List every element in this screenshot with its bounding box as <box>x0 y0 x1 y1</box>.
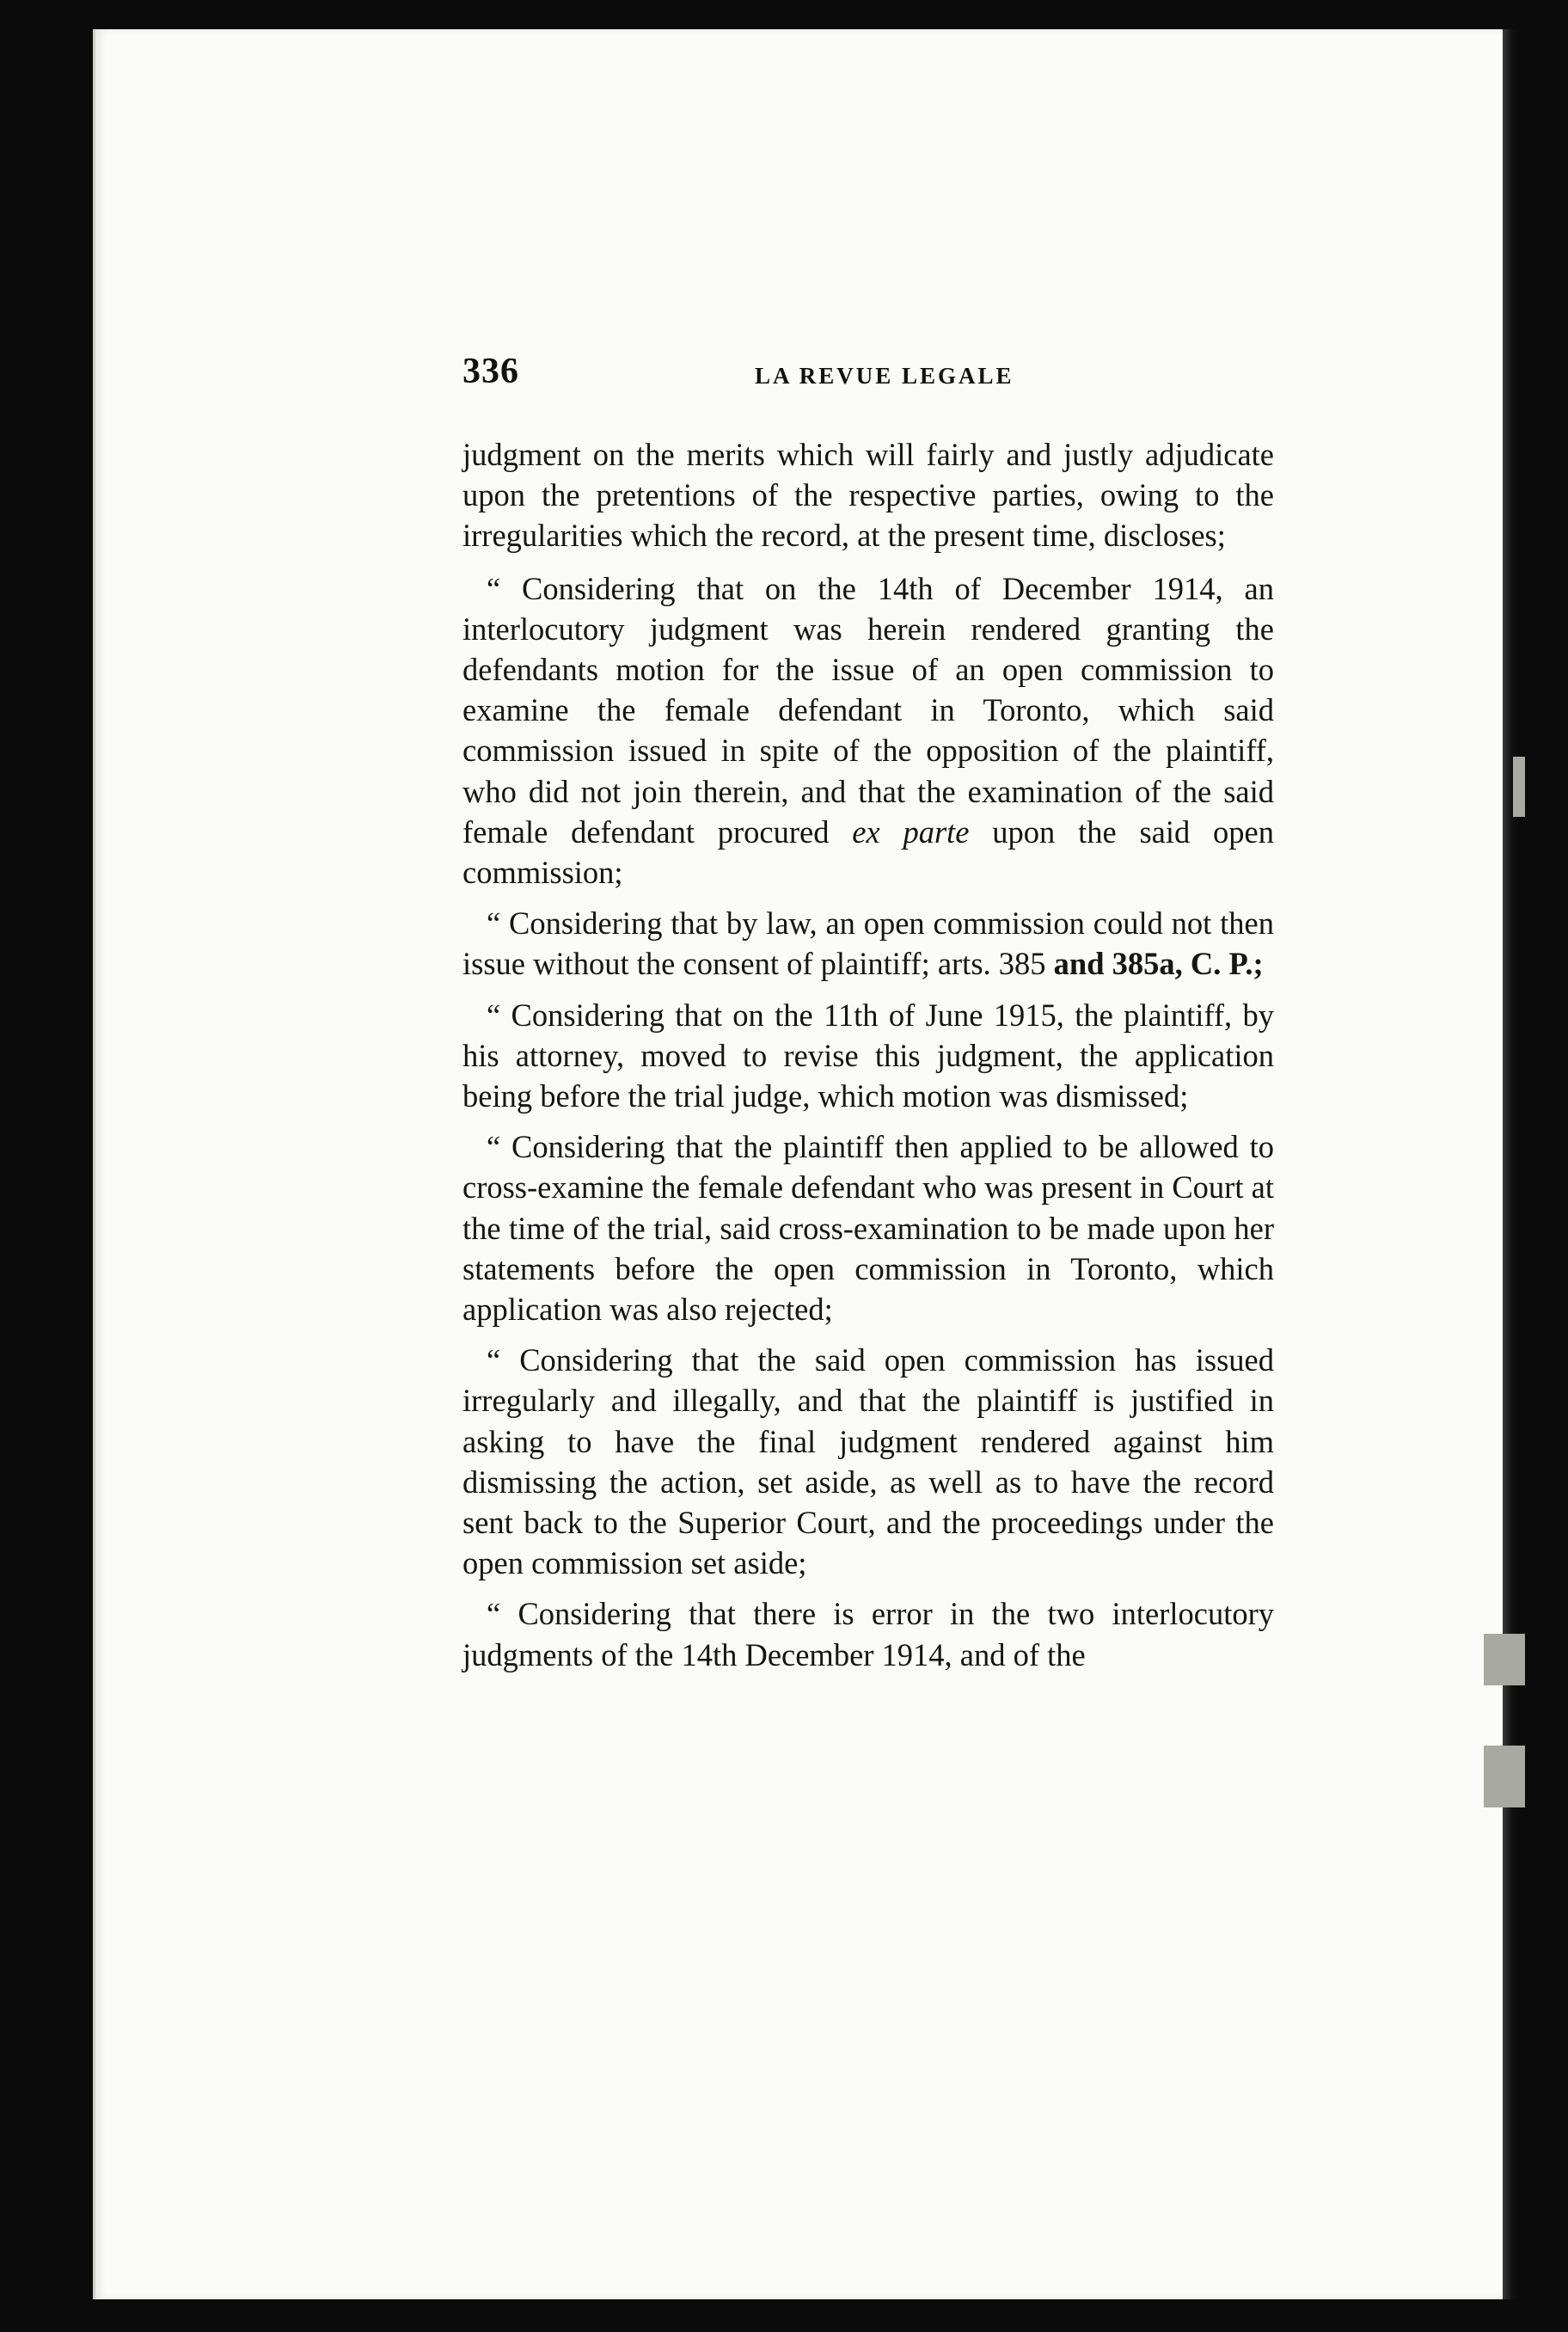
page-tab-mark <box>1513 757 1525 817</box>
paragraph <box>462 568 1274 893</box>
paragraph: “ Considering that the said open commission has issued irregularly and illegally, and that the plaintiff is justified in asking to have the final judgment rendered against him dismissing the action, set aside, as well as to have the record sent back to the Superior Court, and the proceedings under the open commission set aside; <box>462 1342 1274 1581</box>
paragraph <box>462 903 1274 984</box>
running-head: LA REVUE LEGALE <box>755 363 1014 389</box>
paragraph-text: “ Considering that on the 14th of December 1914, an interlocutory judgment was herein rendered granting the defendants motion for the issue of an open commission to examine the female defendant in Toronto, which said commission issued in spite of the opposition of the plaintiff, who did not join therein, and that the examination of the said female defendant procured <box>462 570 1274 850</box>
paragraph-text: “ Considering that by law, an open commission could not then issue without the consent of plaintiff; arts. 385 <box>462 905 1274 982</box>
paragraph: “ Considering that the plaintiff then applied to be allowed to cross-examine the female defendant who was present in Court at the time of the trial, said cross-examination to be made upon her statements before the open commission in Toronto, which application was also rejected; <box>462 1129 1274 1328</box>
paragraph-text: upon the said open commission; <box>462 813 1274 891</box>
page-number: 336 <box>462 352 519 391</box>
bold-phrase: and 385a, C. P.; <box>1053 946 1264 982</box>
paragraph: “ Considering that on the 11th of June 1915, the plaintiff, by his attorney, moved to revise this judgment, the application being before the trial judge, which motion was dismissed; <box>462 997 1274 1114</box>
page-tab-mark <box>1484 1634 1525 1685</box>
page-edge-shadow <box>1503 29 1518 2299</box>
paragraph: judgment on the merits which will fairly and justly adjudicate upon the pretentions of the respective parties, owing to the irregularities which the record, at the present time, discloses; <box>462 437 1274 554</box>
page-tab-mark <box>1484 1746 1525 1807</box>
body-text <box>462 434 1274 1685</box>
paragraph: “ Considering that there is error in the two interlocutory judgments of the 14th December 1914, and of the <box>462 1596 1274 1672</box>
italic-phrase: ex parte <box>852 813 970 850</box>
page-header <box>462 351 1279 402</box>
